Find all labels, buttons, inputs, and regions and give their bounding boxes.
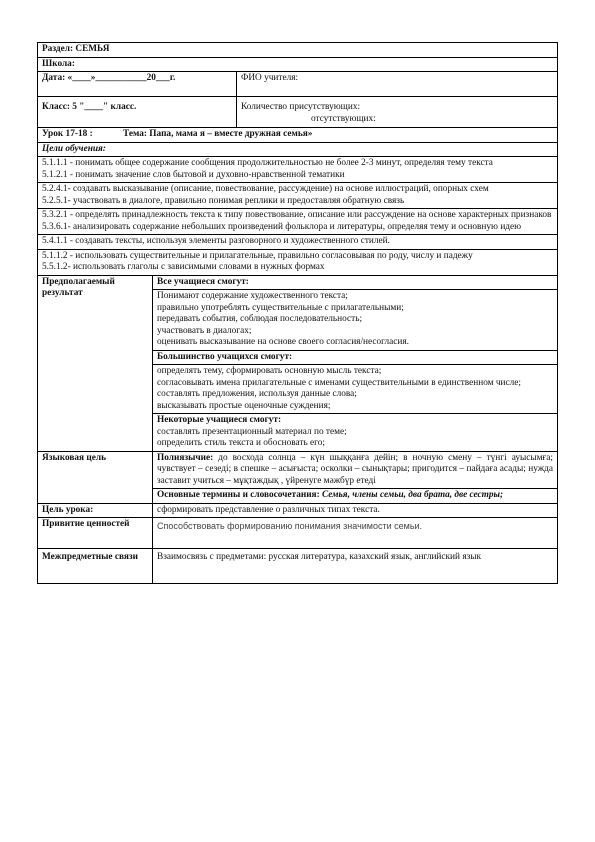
cross-row bbox=[38, 549, 558, 584]
values-text: Способствовать формированию понимания значимости семьи. bbox=[153, 518, 558, 549]
attendance-absent: отсутствующих: bbox=[311, 113, 376, 124]
goal-line: 5.5.1.2- использовать глаголы с зависимыми словами в нужных формах bbox=[42, 262, 325, 272]
class-cell bbox=[38, 97, 237, 128]
most-students-title: Большинство учащихся смогут: bbox=[157, 351, 293, 362]
cross-label: Межпредметные связи bbox=[38, 549, 153, 584]
goal-group-row bbox=[38, 235, 558, 250]
all-item: правильно употреблять существительные с прилагательными; bbox=[157, 302, 404, 313]
goal-group-5 bbox=[38, 249, 558, 275]
some-students-title: Некоторые учащиеся смогут: bbox=[157, 415, 282, 425]
goal-line: 5.1.1.2 - использовать существительные и прилагательные, правильно согласовывая по роду, числу и падежу bbox=[42, 250, 473, 261]
goal-group-3 bbox=[38, 209, 558, 235]
expected-content bbox=[153, 275, 558, 451]
most-item: высказывать простые оценочные суждения; bbox=[157, 400, 331, 411]
cross-text: Взаимосвязь с предметами: русская литература, казахский язык, английский язык bbox=[153, 549, 558, 584]
values-row bbox=[38, 518, 558, 549]
goal-line: 5.3.6.1- анализировать содержание небольших произведений фольклора и литературы, определяя тему и основную идею bbox=[42, 221, 522, 232]
lesson-goal-label: Цель урока: bbox=[38, 503, 153, 518]
terms-text: Семья, члены семьи, два брата, две сестры; bbox=[319, 490, 504, 500]
values-label: Привитие ценностей bbox=[38, 518, 153, 549]
language-row bbox=[38, 451, 558, 503]
goal-group-row bbox=[38, 209, 558, 235]
goal-group-4 bbox=[38, 235, 558, 250]
school-cell: Школа: bbox=[38, 57, 558, 72]
most-item: согласовывать имена прилагательные с именами существительными в единственном числе; bbox=[157, 377, 522, 388]
school-row bbox=[38, 57, 558, 72]
all-item: Понимают содержание художественного текста; bbox=[157, 291, 348, 301]
goal-group-1 bbox=[38, 157, 558, 183]
language-label: Языковая цель bbox=[38, 451, 153, 503]
lesson-row bbox=[38, 128, 558, 143]
lesson-plan-document bbox=[37, 42, 557, 584]
all-item: оценивать высказывание на основе своего согласия/несогласия. bbox=[157, 337, 409, 347]
some-item: составлять презентационный материал по теме; bbox=[157, 426, 347, 437]
class-row bbox=[38, 97, 558, 128]
terms-label: Основные термины и словосочетания: bbox=[157, 490, 320, 500]
expected-row bbox=[38, 275, 558, 451]
most-item: определять тему, сформировать основную мысль текста; bbox=[157, 366, 382, 376]
goal-line: 5.2.4.1- создавать высказывание (описание, повествование, рассуждение) на основе иллюстраций, опорных схем bbox=[42, 184, 489, 194]
goal-line: 5.3.2.1 - определять принадлежность текста к типу повествование, описание или рассуждение на основе характерных признаков bbox=[42, 210, 552, 220]
goal-line: 5.2.5.1- участвовать в диалоге, правильно понимая реплики и предоставляя обратную связь bbox=[42, 195, 405, 206]
goal-line: 5.1.1.1 - понимать общее содержание сообщения продолжительностью не более 2-3 минут, определяя тему текста bbox=[42, 158, 493, 168]
some-item: определить стиль текста и обосновать его; bbox=[157, 438, 325, 448]
date-cell: Дата: «____»___________20___г. bbox=[38, 72, 237, 97]
goals-title-row bbox=[38, 142, 558, 157]
section-cell: Раздел: СЕМЬЯ bbox=[38, 43, 558, 58]
goal-group-2 bbox=[38, 183, 558, 209]
most-item: составлять предложения, используя данные слова; bbox=[157, 389, 357, 399]
goals-title: Цели обучения: bbox=[38, 142, 558, 157]
vocab-text: до восхода солнца – күн шыққанға дейін; в ночную смену – түнгі ауысымға; чувствует – сезеді; в спешке – асығыста; осколки – сынықтары; пригодится – пайдаға асады; нужда заставит учиться – мұқтаждық , үйренуге мәжбүр етеді bbox=[157, 452, 554, 486]
vocab-label: Полиязычие: bbox=[157, 452, 214, 463]
teacher-cell: ФИО учителя: bbox=[237, 72, 558, 97]
attendance-cell bbox=[237, 97, 558, 128]
lesson-cell bbox=[38, 128, 558, 143]
terms-block bbox=[153, 488, 557, 503]
language-content bbox=[153, 451, 558, 503]
all-item: участвовать в диалогах; bbox=[157, 325, 252, 336]
all-students-title: Все учащиеся смогут: bbox=[157, 276, 249, 287]
date-row bbox=[38, 72, 558, 97]
lesson-topic: Тема: Папа, мама я – вместе дружная семья» bbox=[123, 129, 313, 139]
all-item: передавать события, соблюдая последовательность; bbox=[157, 314, 363, 324]
lesson-plan-table bbox=[37, 42, 558, 584]
attendance-present: Количество присутствующих: bbox=[241, 102, 361, 112]
goal-group-row bbox=[38, 183, 558, 209]
class-label: Класс: 5 "____" класс. bbox=[42, 102, 137, 112]
goal-group-row bbox=[38, 249, 558, 275]
expected-label: Предполагаемый результат bbox=[38, 275, 153, 451]
goal-line: 5.4.1.1 - создавать тексты, используя элементы разговорного и художественного стилей. bbox=[42, 236, 390, 246]
vocabulary-block bbox=[153, 452, 557, 489]
lesson-goal-row bbox=[38, 503, 558, 518]
lesson-number: Урок 17-18 : bbox=[42, 129, 93, 139]
goal-line: 5.1.2.1 - понимать значение слов бытовой и духовно-нравственной тематики bbox=[42, 169, 345, 180]
lesson-goal-text: сформировать представление о различных типах текста. bbox=[153, 503, 558, 518]
goal-group-row bbox=[38, 157, 558, 183]
section-row bbox=[38, 43, 558, 58]
